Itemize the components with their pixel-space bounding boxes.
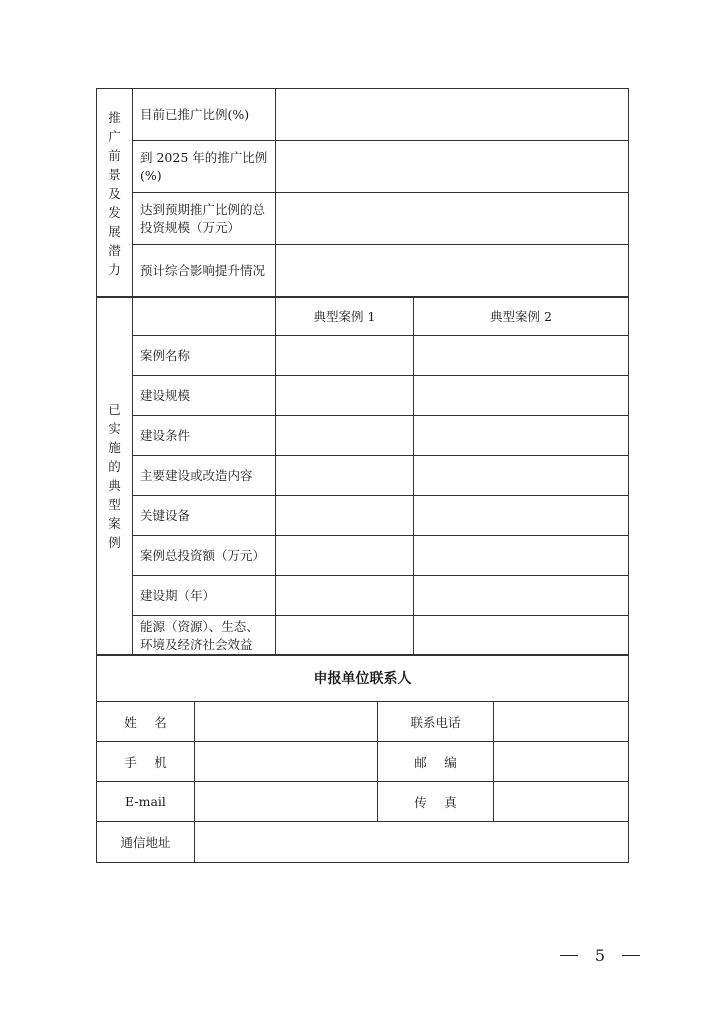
case-1-equipment-cell[interactable] — [276, 496, 414, 536]
case-1-scale-cell[interactable] — [276, 376, 414, 416]
case-2-scale-cell[interactable] — [414, 376, 629, 416]
row-label-period: 建设期（年） — [133, 576, 276, 616]
page-dash-left — [560, 955, 578, 956]
row-label-impact: 预计综合影响提升情况 — [133, 245, 276, 298]
cases-header-blank — [133, 297, 276, 336]
input-current-ratio[interactable] — [276, 89, 629, 141]
email-label: E-mail — [97, 782, 195, 822]
phone-label: 联系电话 — [378, 702, 494, 742]
case-1-benefits-cell[interactable] — [276, 616, 414, 656]
case-1-header: 典型案例 1 — [276, 297, 414, 336]
row-label-equipment: 关键设备 — [133, 496, 276, 536]
email-input[interactable] — [195, 782, 378, 822]
mobile-label: 手机 — [97, 742, 195, 782]
row-label-total-investment: 达到预期推广比例的总投资规模（万元） — [133, 193, 276, 245]
fax-input[interactable] — [494, 782, 629, 822]
case-2-period-cell[interactable] — [414, 576, 629, 616]
mobile-input[interactable] — [195, 742, 378, 782]
name-input[interactable] — [195, 702, 378, 742]
contact-section-title: 申报单位联系人 — [97, 655, 629, 702]
row-label-conditions: 建设条件 — [133, 416, 276, 456]
cases-side-label: 已 实 施 的 典 型 案 例 — [97, 297, 133, 656]
promotion-side-label: 推 广 前 景 及 发 展 潜 力 — [97, 89, 133, 298]
page-dash-right — [622, 955, 640, 956]
input-impact[interactable] — [276, 245, 629, 298]
case-2-equipment-cell[interactable] — [414, 496, 629, 536]
case-1-period-cell[interactable] — [276, 576, 414, 616]
case-1-content-cell[interactable] — [276, 456, 414, 496]
row-label-investment: 案例总投资额（万元） — [133, 536, 276, 576]
case-2-conditions-cell[interactable] — [414, 416, 629, 456]
row-label-current-ratio: 目前已推广比例(%) — [133, 89, 276, 141]
row-label-2025-ratio: 到 2025 年的推广比例(%) — [133, 141, 276, 193]
cases-table — [96, 296, 629, 656]
input-total-investment[interactable] — [276, 193, 629, 245]
row-label-case-name: 案例名称 — [133, 336, 276, 376]
phone-input[interactable] — [494, 702, 629, 742]
address-input[interactable] — [195, 822, 629, 863]
row-label-scale: 建设规模 — [133, 376, 276, 416]
row-label-content: 主要建设或改造内容 — [133, 456, 276, 496]
contact-table — [96, 654, 629, 863]
page-number — [560, 944, 640, 966]
postcode-label: 邮编 — [378, 742, 494, 782]
row-label-benefits: 能源（资源）、生态、环境及经济社会效益 — [133, 616, 276, 656]
postcode-input[interactable] — [494, 742, 629, 782]
case-1-name-cell[interactable] — [276, 336, 414, 376]
input-2025-ratio[interactable] — [276, 141, 629, 193]
case-1-conditions-cell[interactable] — [276, 416, 414, 456]
name-label: 姓名 — [97, 702, 195, 742]
case-2-name-cell[interactable] — [414, 336, 629, 376]
case-2-content-cell[interactable] — [414, 456, 629, 496]
case-2-investment-cell[interactable] — [414, 536, 629, 576]
page-number-value: 5 — [594, 945, 606, 965]
case-2-header: 典型案例 2 — [414, 297, 629, 336]
promotion-table — [96, 88, 629, 298]
address-label: 通信地址 — [97, 822, 195, 863]
fax-label: 传真 — [378, 782, 494, 822]
case-1-investment-cell[interactable] — [276, 536, 414, 576]
case-2-benefits-cell[interactable] — [414, 616, 629, 656]
